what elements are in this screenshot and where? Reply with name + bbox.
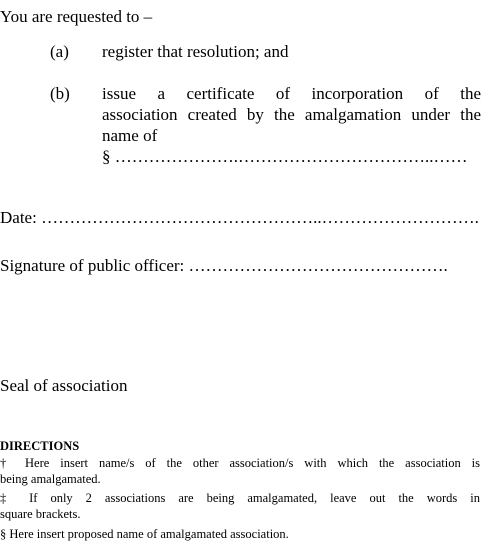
signature-line: Signature of public officer: ……………………………………….: [0, 256, 448, 275]
direction-note-1: [0, 455, 480, 487]
direction-note-3: [0, 526, 480, 542]
item-a-label: (a): [50, 42, 69, 61]
direction-note-1-line-2: being amalgamated.: [0, 472, 101, 486]
item-a-text: register that resolution; and: [102, 42, 289, 61]
direction-note-3-line-1: § Here insert proposed name of amalgamated association.: [0, 527, 289, 541]
item-b-line-4: § ………………….……………………………..……: [102, 147, 468, 166]
directions-heading: DIRECTIONS: [0, 439, 80, 453]
direction-note-2: [0, 490, 480, 522]
direction-note-2-line-1: ‡ If only 2 associations are being amalgamated, leave out the words in: [0, 491, 480, 505]
seal-label: Seal of association: [0, 376, 128, 395]
date-line: Date: …………………………………………..……………………….: [0, 208, 479, 227]
item-b-line-2: association created by the amalgamation under the: [102, 105, 481, 124]
item-b-line-3: name of: [102, 126, 158, 145]
direction-note-1-line-1: † Here insert name/s of the other association/s with which the association is: [0, 456, 480, 470]
intro-text: You are requested to –: [0, 7, 153, 26]
item-b-label: (b): [50, 84, 70, 103]
direction-note-2-line-2: square brackets.: [0, 507, 81, 521]
item-b-line-1: issue a certificate of incorporation of the: [102, 84, 481, 103]
item-b-text: [102, 83, 481, 167]
